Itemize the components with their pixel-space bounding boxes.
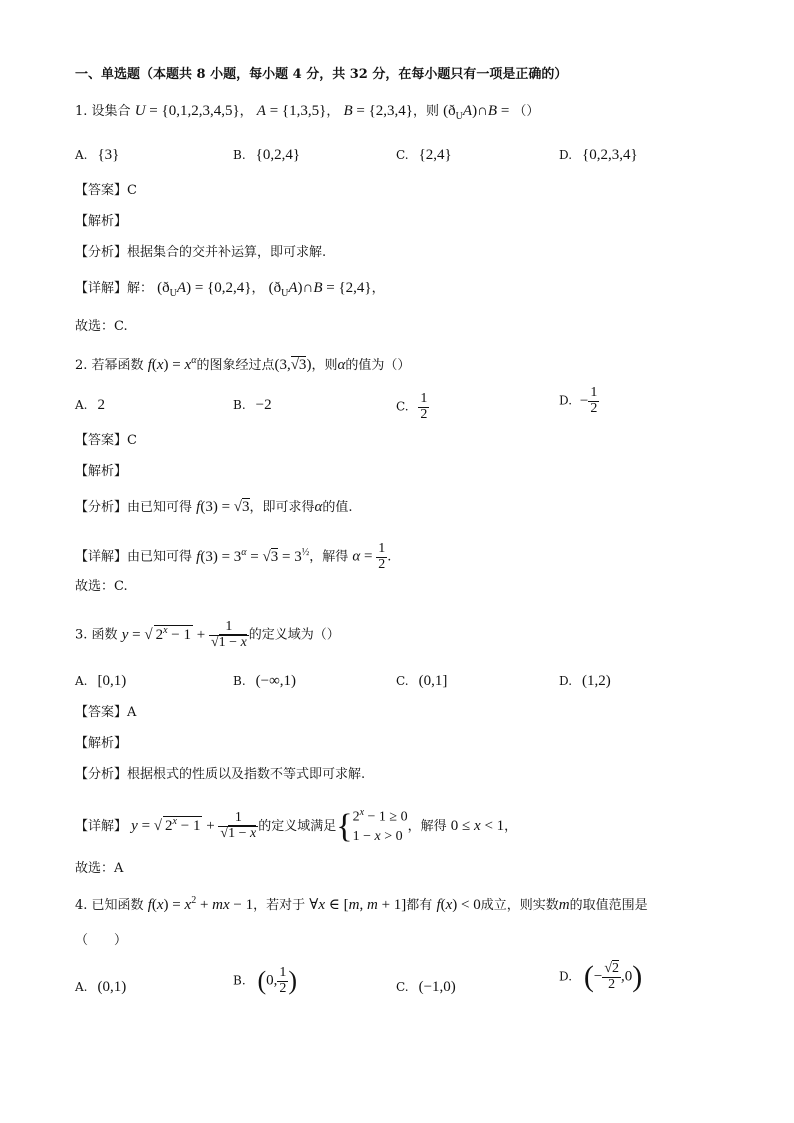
question-4: 4. 已知函数 $f(x) = x^2$ + mx − 1，若对于 ∀x ∈ [m, m + 1]都有 f(x) < 0成立，则实数m的取值范围是 <box>75 895 648 913</box>
option-d: D. {0,2,3,4} <box>559 147 638 163</box>
question-3: 3. 函数 y = √ $2^x - 1$ + $\frac{1}{√1 - x}$ 的定义域为（） <box>75 619 340 650</box>
analysis-label: 【解析】 <box>75 214 128 229</box>
option-b: B. −2 <box>233 397 272 413</box>
answer-paren: （ ） <box>75 933 128 948</box>
choose-line: 故选：C. <box>75 319 128 334</box>
question-1: 1. 设集合 U = {0,1,2,3,4,5}， A = {1,3,5}， B = {2,3,4}，则 $(ð_UA)\cap B$ = （） <box>75 103 540 122</box>
analysis-label: 【解析】 <box>75 464 128 479</box>
option-a: A. (0,1) <box>75 979 127 995</box>
question-2: 2. 若幂函数 $f(x) = x^\alpha$的图象经过点(3,√3)，则α的值为（） <box>75 355 411 373</box>
option-c: C. {2,4} <box>396 147 452 163</box>
math-expr: $(ð_UA)\cap B$ = <box>443 103 510 122</box>
math-expr: A = {1,3,5} <box>256 103 327 119</box>
choose-line: 故选：A <box>75 861 124 876</box>
question-number: 1. <box>75 104 88 119</box>
option-c: C. $\frac{1}{2}$ <box>396 391 428 422</box>
answer-line: 【答案】C <box>75 183 137 198</box>
question-text: 设集合 <box>91 104 131 119</box>
option-a: A. [0,1) <box>75 673 127 689</box>
option-d: D. (1,2) <box>559 673 611 689</box>
option-d: D. − $\frac{1}{2}$ <box>559 385 598 416</box>
option-b: B. (0, $\frac{1}{2}$ ) <box>233 965 298 996</box>
option-c: C. (−1,0) <box>396 979 456 995</box>
option-a: A. {3} <box>75 147 120 163</box>
analysis-label: 【解析】 <box>75 736 128 751</box>
option-a: A. 2 <box>75 397 105 413</box>
answer-paren: （） <box>513 104 540 119</box>
fenxi-line: 【分析】由已知可得 f(3) = √3，即可求得α的值. <box>75 499 353 515</box>
math-expr: B = {2,3,4} <box>343 103 413 119</box>
option-c: C. (0,1] <box>396 673 448 689</box>
choose-line: 故选：C. <box>75 579 128 594</box>
question-text: ，则 <box>413 104 440 119</box>
xiangjie-line: 【详解】 y = √ $2^x - 1$ + $\frac{1}{√1 - x}$ 的定义域满足{$2^x - 1 \ge 0$ 1 − x > 0，解得 0 ≤ x < 1， <box>75 807 518 845</box>
option-b: B. (−∞,1) <box>233 673 297 689</box>
answer-line: 【答案】A <box>75 705 137 720</box>
section-title: 一、单选题（本题共 8 小题，每小题 4 分，共 32 分，在每小题只有一项是正确的） <box>75 67 568 82</box>
fenxi-line: 【分析】根据集合的交并补运算，即可求解. <box>75 245 327 260</box>
answer-line: 【答案】C <box>75 433 137 448</box>
xiangjie-line: 【详解】解： $(ð_UA) = \{0,2,4\}$， $(ð_UA)\cap B = \{2,4\}$， <box>75 280 385 299</box>
option-b: B. {0,2,4} <box>233 147 301 163</box>
xiangjie-line: 【详解】由已知可得 $f(3) = 3^\alpha = √3 = 3^{\frac{1}{2}}$，解得 α = $\frac{1}{2}$ . <box>75 541 392 572</box>
fenxi-line: 【分析】根据根式的性质以及指数不等式即可求解. <box>75 767 366 782</box>
math-expr: U = {0,1,2,3,4,5} <box>134 103 240 119</box>
option-d: D. (− $\frac{√2}{2}$ ,0) <box>559 960 643 994</box>
